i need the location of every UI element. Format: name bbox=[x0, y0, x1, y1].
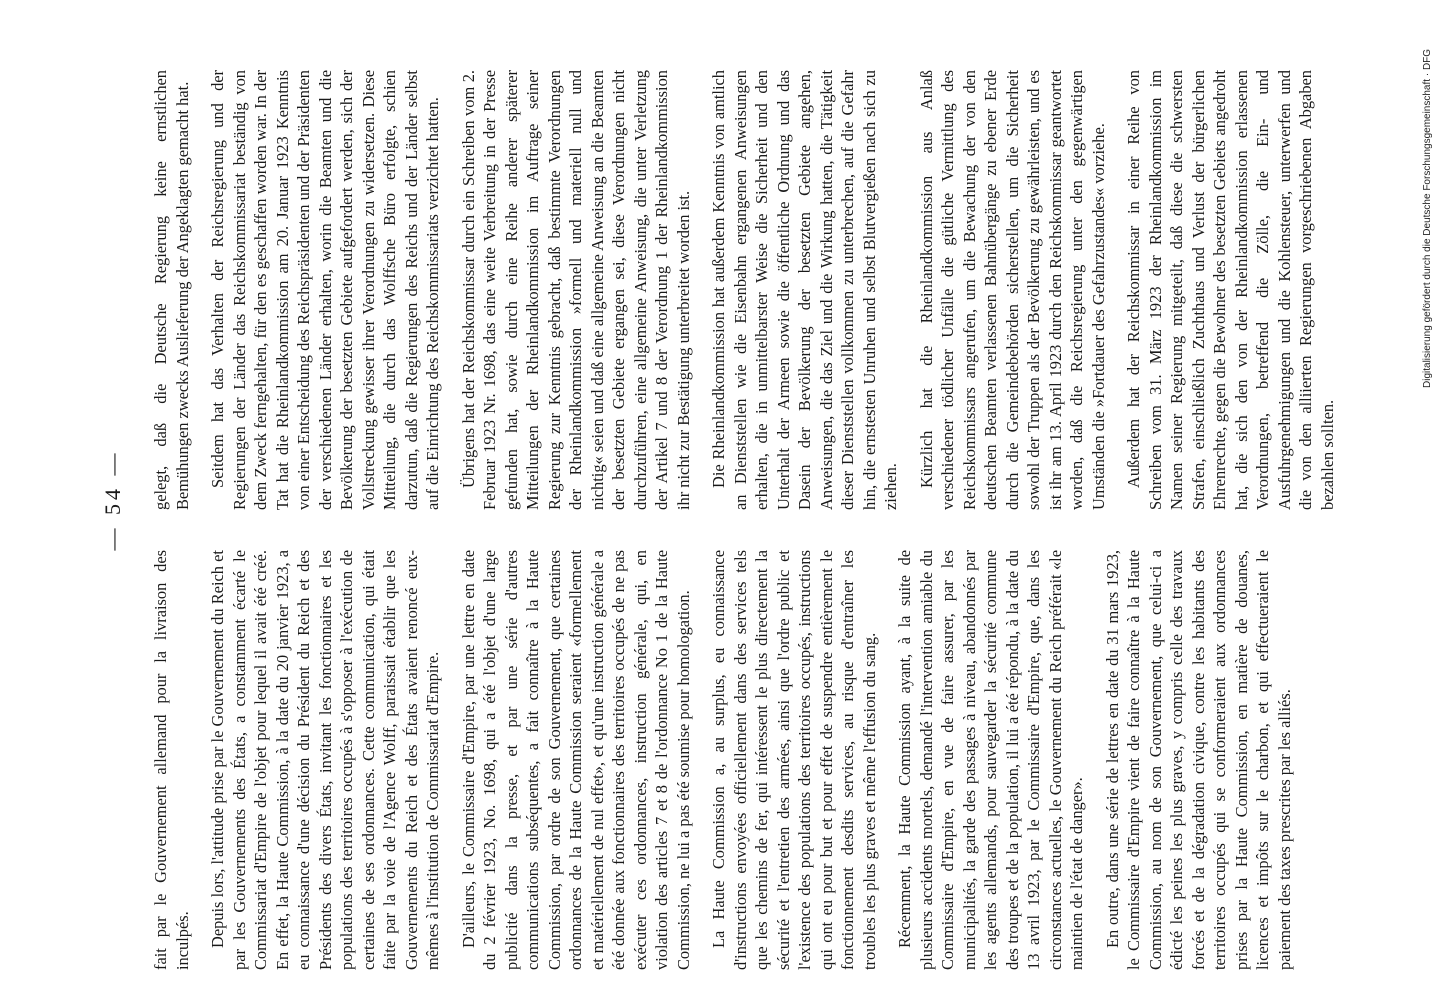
side-note bbox=[1406, 8, 1433, 388]
french-paragraph: Récemment, la Haute Commission ayant, à la suite de plusieurs accidents mortels, demandé l'intervention amiable du Commissaire d'Empire, en vue de faire assurer, par les municipalités, la garde des passages à niveau, abandonnés par les agents allemands, pour sauvegarder la sécurité commune des troupes et de la population, il lui a été répondu, à la date du 13 avril 1923, par le Commissaire d'Empire, que, dans les circonstances actuelles, le Gouvernement du Reich préférait «le maintien de l'état de danger». bbox=[895, 550, 1086, 970]
german-paragraph: Außerdem hat der Reichskommissar in einer Reihe von Schreiben vom 31. März 1923 der Rheinlandkommission im Namen seiner Regierung mitgeteilt, daß diese die schwersten Strafen, einschließlich Zuchthaus und Verlust der bürgerlichen Ehrenrechte, gegen die Bewohner des besetzten Gebiets angedroht hat, die sich den von der Rheinlandkommission erlassenen Verordnungen, betreffend die Zölle, die Ein- und Ausfuhrgenehmigungen und die Kohlensteuer, unterwerfen und die von den alliierten Regierungen vorgeschriebenen Abgaben bezahlen sollten. bbox=[1124, 70, 1337, 510]
german-paragraph: Übrigens hat der Reichskommissar durch ein Schreiben vom 2. Februar 1923 Nr. 1698, das eine weite Verbreitung in der Presse gefunden hat, sowie durch eine Reihe anderer späterer Mitteilungen der Rheinlandkommission im Auftrage seiner Regierung zur Kenntnis gebracht, daß bestimmte Verordnungen der Rheinlandkommission »formell und materiell null und nichtig« seien und daß eine allgemeine Anweisung an die Beamten der besetzten Gebiete ergangen sei, diese Verordnungen nicht durchzuführen, eine allgemeine Anweisung, die unter Verletzung der Artikel 7 und 8 der Verordnung 1 der Rheinlandkommission ihr nicht zur Bestätigung unterbreitet worden ist. bbox=[458, 70, 693, 510]
german-column bbox=[150, 70, 1337, 510]
french-paragraph: fait par le Gouvernement allemand pour la livraison des inculpés. bbox=[151, 550, 192, 970]
french-paragraph: D'ailleurs, le Commissaire d'Empire, par une lettre en date du 2 février 1923, No. 1698, qui a été l'objet d'une large publicité dans la presse, et par une série d'autres communications subséquentes, a fait connaître à la Haute Commission, par ordre de son Gouvernement, que certaines ordonnances de la Haute Commission seraient «formellement et matériellement de nul effet», et qu'une instruction générale a été donnée aux fonctionnaires des territoires occupés de ne pas exécuter ces ordonnances, instruction générale, qui, en violation des articles 7 et 8 de l'ordonnance No 1 de la Haute Commission, ne lui a pas été soumise pour homologation. bbox=[458, 550, 693, 970]
digitization-credit: Digitalisierung gefördert durch die Deutsche Forschungsgemeinschaft · DFG bbox=[1422, 48, 1433, 388]
french-paragraph: Depuis lors, l'attitude prise par le Gouvernement du Reich et par les Gouvernements des États, a constamment écarté le Commissariat d'Empire de l'objet pour lequel il avait été créé. En effet, la Haute Commission, à la date du 20 janvier 1923, a eu connaissance d'une décision du Président du Reich et des Présidents des divers États, invitant les fonctionnaires et les populations des territoires occupés à s'opposer à l'exécution de certaines de ses ordonnances. Cette communication, qui était faite par la voie de l'Agence Wolff, paraissait établir que les Gouvernements du Reich et des États avaient renoncé eux-mêmes à l'institution de Commissariat d'Empire. bbox=[208, 550, 442, 970]
german-paragraph: Die Rheinlandkommission hat außerdem Kenntnis von amtlich an Dienststellen wie die Eisenbahn ergangenen Anweisungen erhalten, die in unmittelbarster Weise die Sicherheit und den Unterhalt der Armeen sowie die öffentliche Ordnung und das Dasein der Bevölkerung der besetzten Gebiete angehen, Anweisungen, die das Ziel und die Wirkung hatten, die Tätigkeit dieser Dienststellen vollkommen zu unterbrechen, auf die Gefahr hin, die ernstesten Unruhen und selbst Blutvergießen nach sich zu ziehen. bbox=[709, 70, 900, 510]
french-paragraph: En outre, dans une série de lettres en date du 31 mars 1923, le Commissaire d'Empire vient de faire connaître à la Haute Commission, au nom de son Gouvernement, que celui-ci a édicté les peines les plus graves, y compris celle des travaux forcés et de la dégradation civique, contre les habitants des territoires occupés qui se conformeraient aux ordonnances prises par la Haute Commission, en matière de douanes, licences et impôts sur le charbon, et qui effectueraient le paiement des taxes prescrites par les alliés. bbox=[1102, 550, 1294, 970]
german-paragraph: gelegt, daß die Deutsche Regierung keine ernstlichen Bemühungen zwecks Auslieferung der Angeklagten gemacht hat. bbox=[151, 70, 192, 510]
german-paragraph: Seitdem hat das Verhalten der Reichsregierung und der Regierungen der Länder das Reichskommissariat beständig von dem Zweck ferngehalten, für den es geschaffen worden war. In der Tat hat die Rheinlandkommission am 20. Januar 1923 Kenntnis von einer Entscheidung des Reichspräsidenten und der Präsidenten der verschiedenen Länder erhalten, worin die Beamten und die Bevölkerung der besetzten Gebiete aufgefordert werden, sich der Vollstreckung gewisser ihrer Verordnungen zu widersetzen. Diese Mitteilung, die durch das Wolffsche Büro erfolgte, schien darzutun, daß die Regierungen des Reichs und der Länder selbst auf die Einrichtung des Reichskommissariats verzichtet hatten. bbox=[208, 70, 442, 510]
french-paragraph: La Haute Commission a, au surplus, eu connaissance d'instructions envoyées officiellement dans des services tels que les chemins de fer, qui intéressent le plus directement la sécurité et l'entretien des armées, ainsi que l'ordre public et l'existence des populations des territoires occupés, instructions qui ont eu pour but et pour effet de suspendre entièrement le fonctionnement desdits services, au risque d'entraîner les troubles les plus graves et même l'effusion du sang. bbox=[709, 550, 879, 970]
french-column bbox=[150, 550, 1330, 970]
german-paragraph: Kürzlich hat die Rheinlandkommission aus Anlaß verschiedener tödlicher Unfälle die gütliche Vermittlung des Reichskommissars angerufen, um die Bewachung der von den deutschen Beamten verlassenen Bahnübergänge zu ebener Erde durch die Gemeindebehörden sicherstellen, um die Sicherheit sowohl der Truppen als der Bevölkerung zu gewährleisten, und es ist ihr am 13. April 1923 durch den Reichskommissar geantwortet worden, daß die Reichsregierung unter den gegenwärtigen Umständen die »Fortdauer des Gefahrzustandes« vorziehe. bbox=[916, 70, 1108, 510]
rotated-sheet bbox=[80, 50, 1380, 970]
page-number: — 54 — bbox=[100, 449, 125, 551]
